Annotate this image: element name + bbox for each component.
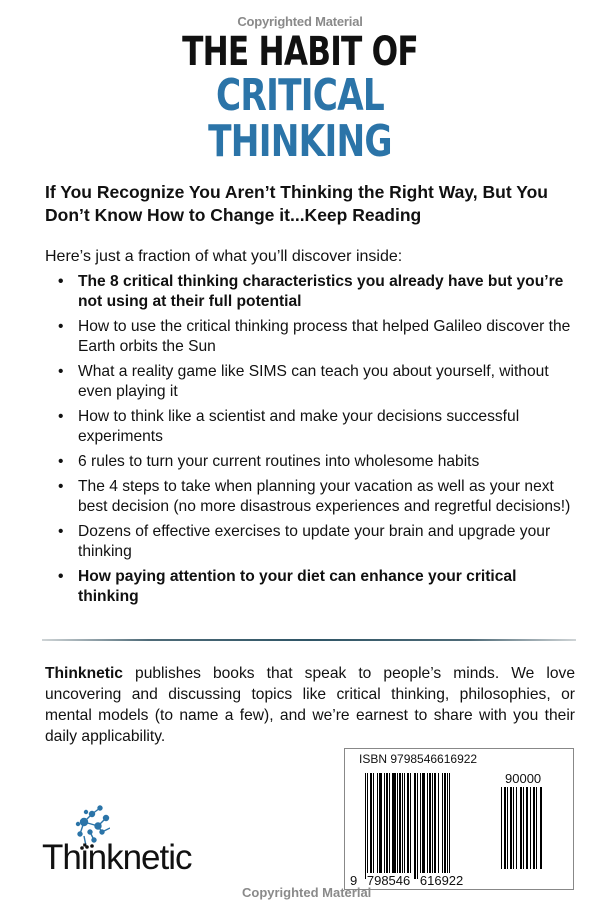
bullet-icon: • xyxy=(58,523,64,540)
barcode-digits: 9 798546 616922 xyxy=(350,873,464,888)
copyright-watermark-top: Copyrighted Material xyxy=(237,14,363,29)
price-code: 90000 xyxy=(505,771,542,786)
publisher-name: Thinknetic xyxy=(45,665,123,682)
title-line-1: THE HABIT OF xyxy=(182,29,418,75)
barcode-bars-addon xyxy=(501,787,563,869)
list-item: • How paying attention to your diet can enhance your critical thinking xyxy=(58,568,517,605)
bullet-icon: • xyxy=(58,273,64,290)
list-item: • What a reality game like SIMS can teach you about yourself, without even playing it xyxy=(58,363,549,400)
title-line-2: CRITICAL xyxy=(216,70,384,121)
publisher-about xyxy=(45,663,575,747)
isbn-barcode xyxy=(344,748,574,890)
bullet-icon: • xyxy=(58,408,64,425)
barcode-bars-main xyxy=(365,773,487,879)
publisher-description: publishes books that speak to people’s minds. We love uncovering and discussing topics like critical thinking, philosophies, or mental models (to name a few), and we’re earnest to share with you their daily applicability. xyxy=(45,665,575,745)
headline: If You Recognize You Aren’t Thinking the Right Way, But You Don’t Know How to Change it...Keep Reading xyxy=(45,182,548,225)
bullet-icon: • xyxy=(58,453,64,470)
list-item: • How to use the critical thinking process that helped Galileo discover the Earth orbits the Sun xyxy=(58,318,571,355)
section-divider xyxy=(42,639,576,641)
list-item: • The 4 steps to take when planning your vacation as well as your next best decision (no more disastrous experiences and regretful decisions!) xyxy=(58,478,571,515)
list-item: • 6 rules to turn your current routines into wholesome habits xyxy=(58,453,480,470)
bullet-icon: • xyxy=(58,363,64,380)
list-item: • How to think like a scientist and make your decisions successful experiments xyxy=(58,408,520,445)
feature-list xyxy=(58,272,578,612)
bullet-icon: • xyxy=(58,478,64,495)
list-item: • The 8 critical thinking characteristics you already have but you’re not using at their full potential xyxy=(58,273,564,310)
publisher-logo-text: Thinknetic xyxy=(42,838,192,877)
isbn-label: ISBN 9798546616922 xyxy=(359,752,478,766)
bullet-icon: • xyxy=(58,318,64,335)
intro-text: Here’s just a fraction of what you’ll discover inside: xyxy=(45,248,403,265)
list-item: • Dozens of effective exercises to update your brain and upgrade your thinking xyxy=(58,523,551,560)
copyright-watermark-bottom: Copyrighted Material xyxy=(242,885,372,900)
title-line-3: THINKING xyxy=(208,116,392,167)
bullet-icon: • xyxy=(58,568,64,585)
